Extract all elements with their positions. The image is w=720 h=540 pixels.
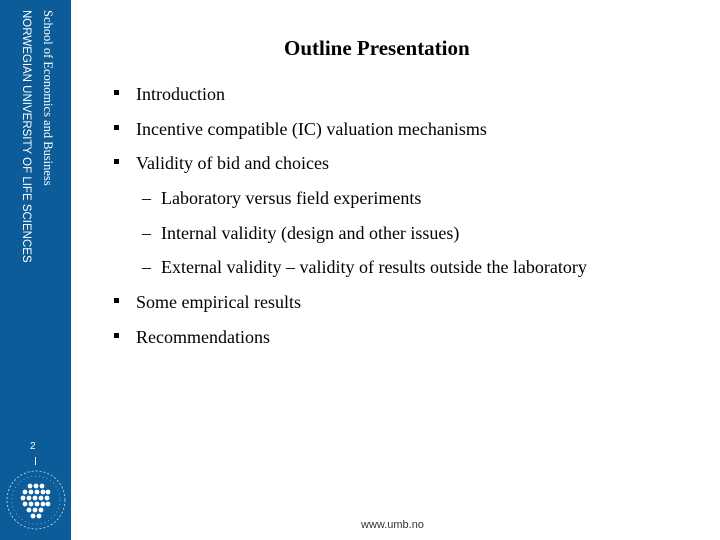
outline-subitem-text: Internal validity (design and other issues) <box>161 223 460 243</box>
university-seal-icon <box>4 468 68 532</box>
outline-item <box>114 292 301 313</box>
page-number: 2 <box>30 441 36 452</box>
bullet-square-icon <box>114 298 119 303</box>
outline-item <box>114 327 270 348</box>
outline-item-text: Introduction <box>136 84 225 104</box>
outline-subitem-text: External validity – validity of results outside the laboratory <box>161 257 587 277</box>
dash-bullet-icon: – <box>142 223 151 243</box>
outline-subitem <box>142 223 459 244</box>
sidebar <box>0 0 71 540</box>
footer-url: www.umb.no <box>361 519 424 531</box>
outline-item-text: Some empirical results <box>136 292 301 312</box>
outline-subitem <box>142 188 421 209</box>
slide-title: Outline Presentation <box>284 36 470 60</box>
university-name: NORWEGIAN UNIVERSITY OF LIFE SCIENCES <box>20 10 32 263</box>
outline-subitem <box>142 257 587 278</box>
bullet-square-icon <box>114 125 119 130</box>
dash-bullet-icon: – <box>142 257 151 277</box>
outline-item <box>114 84 225 105</box>
bullet-square-icon <box>114 159 119 164</box>
school-name: School of Economics and Business <box>41 10 55 186</box>
bullet-square-icon <box>114 90 119 95</box>
outline-item-text: Incentive compatible (IC) valuation mechanisms <box>136 119 487 139</box>
page-number-tick <box>35 457 36 465</box>
outline-item-text: Recommendations <box>136 327 270 347</box>
outline-item <box>114 119 487 140</box>
outline-item-text: Validity of bid and choices <box>136 153 329 173</box>
dash-bullet-icon: – <box>142 188 151 208</box>
outline-item <box>114 153 329 174</box>
bullet-square-icon <box>114 333 119 338</box>
outline-subitem-text: Laboratory versus field experiments <box>161 188 422 208</box>
